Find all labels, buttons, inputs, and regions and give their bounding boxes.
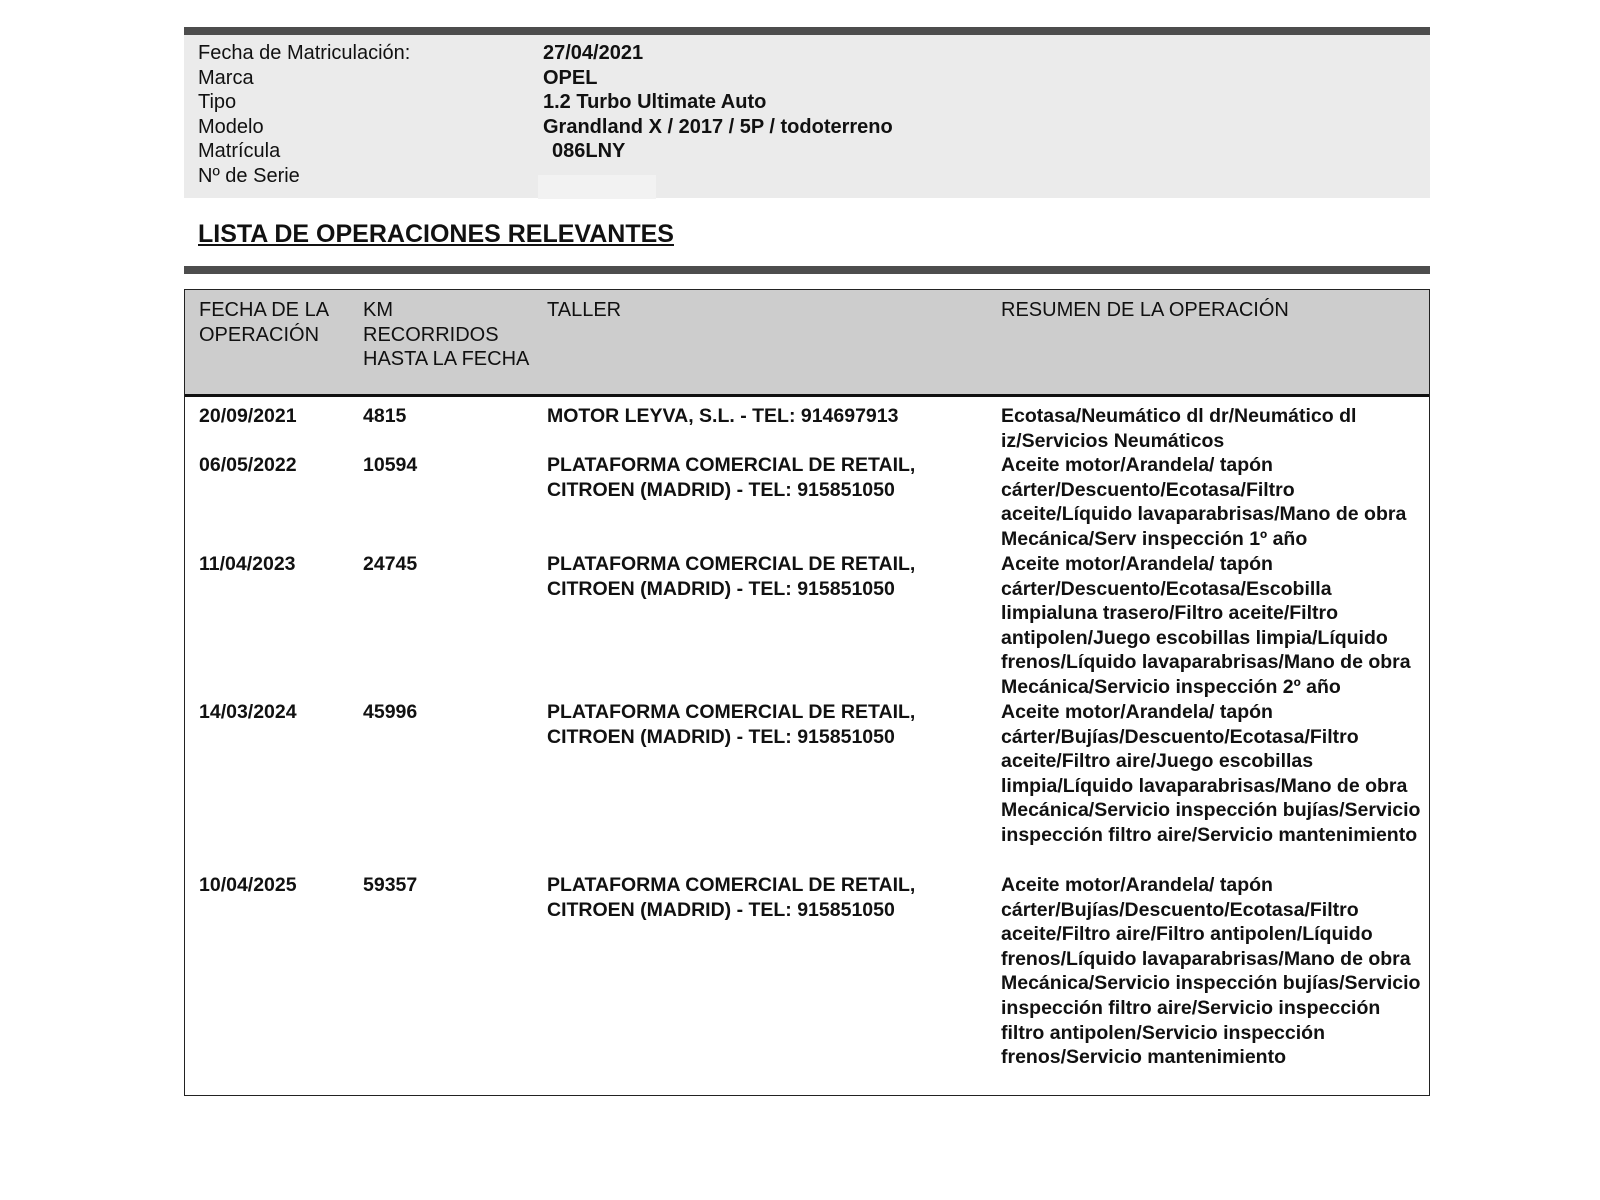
info-row-model — [198, 115, 1418, 140]
info-value: 086LNY — [552, 140, 626, 163]
info-row-brand — [198, 66, 1418, 91]
table-header — [185, 290, 1429, 397]
cell-shop: MOTOR LEYVA, S.L. - TEL: 914697913 — [547, 405, 899, 427]
info-label: Nº de Serie — [198, 165, 300, 187]
header-summary: RESUMEN DE LA OPERACIÓN — [1001, 299, 1289, 321]
header-km: KM RECORRIDOS HASTA LA FECHA — [363, 299, 530, 371]
cell-date: 06/05/2022 — [199, 454, 297, 476]
info-row-plate — [198, 139, 1418, 164]
info-value: 1.2 Turbo Ultimate Auto — [543, 91, 767, 114]
info-label: Matrícula — [198, 140, 281, 163]
info-label: Tipo — [198, 91, 237, 114]
cell-shop: PLATAFORMA COMERCIAL DE RETAIL, CITROEN (MADRID) - TEL: 915851050 — [547, 553, 916, 600]
cell-km: 45996 — [363, 701, 418, 723]
cell-summary: Aceite motor/Arandela/ tapón cárter/Descuento/Ecotasa/Escobilla limpialuna trasero/Filtro aceite/Filtro antipolen/Juego escobillas limpia/Líquido frenos/Líquido lavaparabrisas/Mano de obra Mecánica/Servicio inspección 2º año — [1001, 553, 1411, 698]
info-row-serial — [198, 164, 1418, 189]
cell-km: 59357 — [363, 874, 418, 896]
cell-date: 14/03/2024 — [199, 701, 297, 723]
cell-shop: PLATAFORMA COMERCIAL DE RETAIL, CITROEN (MADRID) - TEL: 915851050 — [547, 874, 916, 921]
info-value: Grandland X / 2017 / 5P / todoterreno — [543, 115, 893, 138]
cell-shop: PLATAFORMA COMERCIAL DE RETAIL, CITROEN (MADRID) - TEL: 915851050 — [547, 454, 916, 501]
cell-summary: Aceite motor/Arandela/ tapón cárter/Descuento/Ecotasa/Filtro aceite/Líquido lavaparabrisas/Mano de obra Mecánica/Serv inspección 1º año — [1001, 454, 1407, 550]
info-label: Modelo — [198, 115, 264, 138]
serial-redaction — [538, 175, 656, 199]
cell-shop: PLATAFORMA COMERCIAL DE RETAIL, CITROEN (MADRID) - TEL: 915851050 — [547, 701, 916, 748]
operations-table — [184, 289, 1430, 1096]
info-value: OPEL — [543, 66, 598, 89]
section-title: LISTA DE OPERACIONES RELEVANTES — [198, 220, 674, 248]
cell-date: 10/04/2025 — [199, 874, 297, 896]
header-shop: TALLER — [547, 299, 622, 321]
info-row-registration-date — [198, 41, 1418, 66]
cell-date: 11/04/2023 — [199, 553, 296, 575]
vehicle-info-panel — [184, 35, 1430, 198]
cell-km: 24745 — [363, 553, 418, 575]
header-date: FECHA DE LA OPERACIÓN — [199, 299, 328, 346]
info-row-type — [198, 90, 1418, 115]
cell-km: 10594 — [363, 454, 418, 476]
cell-summary: Aceite motor/Arandela/ tapón cárter/Bujías/Descuento/Ecotasa/Filtro aceite/Filtro aire/Filtro antipolen/Líquido frenos/Líquido lavaparabrisas/Mano de obra Mecánica/Servicio inspección bujías/Servicio inspección filtro aire/Servicio inspección filtro antipolen/Servicio inspección frenos/Servicio mantenimiento — [1001, 874, 1421, 1069]
section-divider — [184, 266, 1430, 274]
cell-summary: Ecotasa/Neumático dl dr/Neumático dl iz/Servicios Neumáticos — [1001, 405, 1357, 452]
top-divider — [184, 27, 1430, 35]
cell-date: 20/09/2021 — [199, 405, 297, 427]
info-label: Fecha de Matriculación: — [198, 42, 411, 64]
cell-km: 4815 — [363, 405, 407, 427]
cell-summary: Aceite motor/Arandela/ tapón cárter/Bujías/Descuento/Ecotasa/Filtro aceite/Filtro aire/Juego escobillas limpia/Líquido lavaparabrisas/Mano de obra Mecánica/Servicio inspección bujías/Servicio inspección filtro aire/Servicio mantenimiento — [1001, 701, 1421, 846]
info-value: 27/04/2021 — [543, 42, 644, 64]
info-label: Marca — [198, 66, 254, 89]
